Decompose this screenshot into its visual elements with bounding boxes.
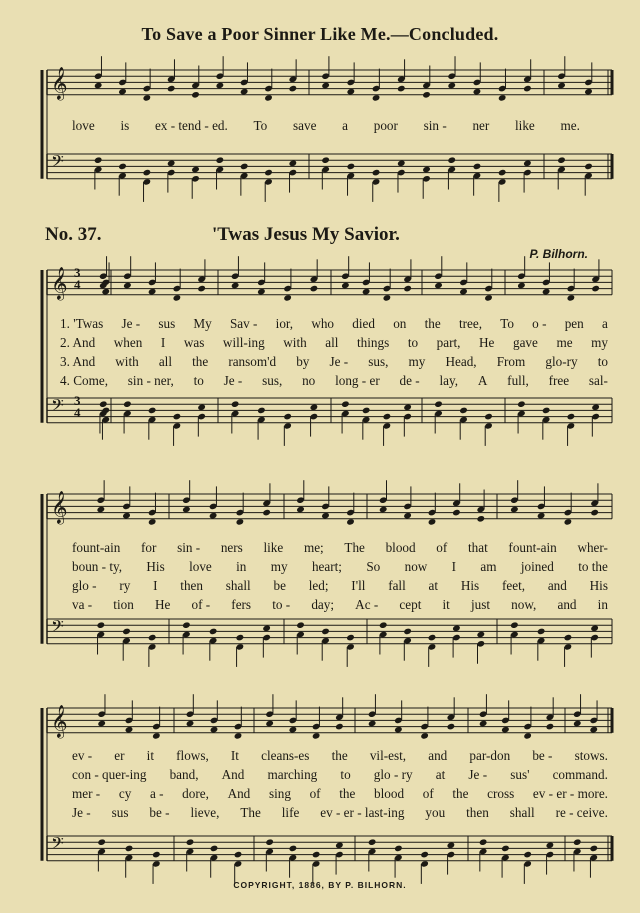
lyric-word: The bbox=[240, 805, 261, 820]
note-head bbox=[394, 845, 403, 853]
lyric-word: The bbox=[344, 540, 365, 555]
lyric-word: Je - bbox=[223, 373, 243, 388]
verse-2-line-1 bbox=[60, 335, 608, 351]
lyric-word: Je - bbox=[72, 805, 91, 820]
lyric-word: like bbox=[515, 118, 535, 133]
lyric-word: sin - ner, bbox=[127, 373, 174, 388]
note-head bbox=[122, 628, 131, 636]
note-head bbox=[99, 400, 108, 408]
note-head bbox=[368, 838, 377, 846]
song-number: No. 37. bbox=[45, 224, 102, 245]
lyric-word: a - bbox=[149, 786, 164, 801]
copyright-notice: COPYRIGHT, 1886, BY P. BILHORN. bbox=[233, 880, 407, 890]
lyric-word: joined bbox=[520, 559, 554, 574]
lyric-word: fall bbox=[388, 578, 406, 593]
lyric-word: my bbox=[270, 559, 288, 574]
lyric-word: From bbox=[496, 354, 526, 369]
note-head bbox=[283, 413, 292, 421]
lyric-word: then bbox=[180, 578, 204, 593]
lyric-word: A bbox=[477, 373, 488, 388]
lyric-word: and bbox=[547, 578, 567, 593]
note-head bbox=[383, 413, 392, 421]
lyric-word: ner bbox=[472, 118, 490, 133]
note-head bbox=[94, 156, 103, 164]
note-head bbox=[257, 407, 266, 415]
lyric-word: now, bbox=[511, 597, 537, 612]
lyric-word: Head, bbox=[445, 354, 477, 369]
note-head bbox=[476, 515, 485, 523]
verse-1-line-2 bbox=[72, 540, 608, 556]
lyric-word: Je - bbox=[121, 316, 141, 331]
lyric-word: pen bbox=[564, 316, 584, 331]
lyric-word: He bbox=[154, 597, 171, 612]
lyric-word: fers bbox=[231, 597, 252, 612]
note-head bbox=[546, 723, 555, 731]
lyric-word: the bbox=[192, 354, 209, 369]
lyric-word: the bbox=[424, 316, 441, 331]
lyric-word: ior, bbox=[275, 316, 294, 331]
verse-1-line-1 bbox=[60, 316, 608, 332]
lyric-word: command. bbox=[552, 767, 608, 782]
verse-4-line-3 bbox=[72, 805, 608, 821]
lyric-word: I bbox=[153, 578, 158, 593]
lyric-word: led; bbox=[308, 578, 329, 593]
lyric-word: lieve, bbox=[190, 805, 220, 820]
note-head bbox=[191, 91, 200, 99]
note-head bbox=[296, 621, 305, 629]
lyric-word: cleans-es bbox=[261, 748, 310, 763]
lyric-word: to bbox=[193, 373, 204, 388]
lyric-word: of bbox=[436, 540, 448, 555]
lyric-word: it bbox=[442, 597, 450, 612]
note-head bbox=[573, 838, 582, 846]
lyric-word: gave bbox=[512, 335, 538, 350]
lyric-word: then bbox=[466, 805, 489, 820]
note-head bbox=[447, 723, 456, 731]
lyric-word: And bbox=[221, 767, 245, 782]
lyric-word: sin - bbox=[177, 540, 201, 555]
lyric-word: wher- bbox=[577, 540, 608, 555]
lyric-word: fount-ain bbox=[508, 540, 557, 555]
note-head bbox=[152, 851, 161, 859]
note-head bbox=[123, 400, 132, 408]
verse-3-line-1 bbox=[60, 354, 608, 370]
verse-3-line-3 bbox=[72, 786, 608, 802]
verse-4-line-1 bbox=[60, 373, 608, 389]
verse-2-line-3 bbox=[72, 767, 608, 783]
lyric-word: mer - bbox=[72, 786, 101, 801]
bass-clef-icon: 𝄢 bbox=[51, 152, 64, 176]
lyric-word: is bbox=[120, 118, 130, 133]
lyric-word: the bbox=[452, 786, 469, 801]
lyric-word: with bbox=[115, 354, 139, 369]
note-head bbox=[397, 85, 406, 93]
lyric-word: stows. bbox=[574, 748, 608, 763]
page-header-title: To Save a Poor Sinner Like Me. bbox=[141, 24, 391, 44]
note-head bbox=[167, 85, 176, 93]
note-head bbox=[542, 407, 551, 415]
note-head bbox=[567, 413, 576, 421]
lyric-word: ev - bbox=[72, 748, 93, 763]
lyric-word: blood bbox=[385, 540, 416, 555]
time-signature: 3 bbox=[74, 265, 81, 280]
verse-1-line-3 bbox=[72, 748, 608, 764]
lyric-word: sin - bbox=[423, 118, 447, 133]
lyric-word: to bbox=[407, 335, 419, 350]
lyric-word: 4. Come, bbox=[60, 373, 108, 388]
lyric-word: o - bbox=[532, 316, 547, 331]
lyric-word: tion bbox=[113, 597, 134, 612]
lyric-word: His bbox=[146, 559, 165, 574]
lyric-word: ry bbox=[119, 578, 131, 593]
lyric-word: now bbox=[404, 559, 428, 574]
note-head bbox=[265, 838, 274, 846]
time-signature: 3 bbox=[74, 393, 81, 408]
note-head bbox=[428, 634, 437, 642]
lyric-word: marching bbox=[267, 767, 318, 782]
lyric-word: all bbox=[158, 354, 172, 369]
lyric-word: it bbox=[146, 748, 154, 763]
lyric-word: It bbox=[230, 748, 239, 763]
note-head bbox=[173, 413, 182, 421]
note-head bbox=[341, 400, 350, 408]
note-head bbox=[452, 509, 461, 517]
lyric-word: I bbox=[451, 559, 457, 574]
lyric-word: to bbox=[597, 354, 608, 369]
note-head bbox=[420, 851, 429, 859]
lyric-word: flows, bbox=[176, 748, 209, 763]
lyric-word: sus, bbox=[262, 373, 283, 388]
note-head bbox=[372, 169, 381, 177]
lyric-word: me; bbox=[303, 540, 324, 555]
lyric-word: am bbox=[480, 559, 497, 574]
lyric-word: Je - bbox=[468, 767, 488, 782]
lyric-word: to bbox=[340, 767, 351, 782]
lyric-word: be bbox=[273, 578, 286, 593]
lyric-word: I'll bbox=[351, 578, 366, 593]
lyric-word: va - bbox=[72, 597, 93, 612]
lyric-word: all bbox=[325, 335, 339, 350]
note-head bbox=[289, 845, 298, 853]
note-head bbox=[379, 621, 388, 629]
lyric-word: day; bbox=[311, 597, 335, 612]
verse-3-line-2 bbox=[72, 578, 608, 594]
lyric-word: who bbox=[311, 316, 335, 331]
lyric-word: ex - tend - ed. bbox=[154, 118, 228, 133]
lyric-word: things bbox=[357, 335, 390, 350]
note-head bbox=[591, 285, 600, 293]
lyric-word: tree, bbox=[458, 316, 482, 331]
note-head bbox=[97, 621, 106, 629]
treble-clef-icon: 𝄞 bbox=[51, 490, 68, 524]
lyric-word: sus bbox=[158, 316, 176, 331]
lyric-word: My bbox=[193, 316, 212, 331]
lyric-word: me bbox=[556, 335, 573, 350]
lyric-word: shall bbox=[509, 805, 535, 820]
lyric-word: my bbox=[408, 354, 426, 369]
lyric-word: and bbox=[428, 748, 448, 763]
lyric-word: part, bbox=[436, 335, 461, 350]
song-title: 'Twas Jesus My Savior. bbox=[212, 224, 400, 245]
note-head bbox=[210, 845, 219, 853]
lyric-word: save bbox=[293, 118, 317, 133]
note-head bbox=[523, 851, 532, 859]
lyric-word: free bbox=[548, 373, 570, 388]
lyric-word: par-don bbox=[469, 748, 511, 763]
lyric-word: just bbox=[470, 597, 491, 612]
lyric-word: vil-est, bbox=[369, 748, 407, 763]
note-head bbox=[403, 628, 412, 636]
bass-clef-icon: 𝄢 bbox=[51, 396, 64, 420]
note-head bbox=[143, 169, 152, 177]
lyric-word: 2. And bbox=[60, 335, 96, 350]
page-header-suffix: —Concluded. bbox=[390, 24, 499, 44]
lyric-word: glo - bbox=[72, 578, 97, 593]
lyric-word: band, bbox=[169, 767, 199, 782]
lyric-word: will-ing bbox=[222, 335, 265, 350]
lyric-word: To bbox=[500, 316, 514, 331]
treble-clef-icon: 𝄞 bbox=[51, 66, 68, 100]
lyric-word: sus' bbox=[510, 767, 530, 782]
lyric-word: sus, bbox=[368, 354, 389, 369]
note-head bbox=[498, 169, 507, 177]
note-head bbox=[523, 85, 532, 93]
note-head bbox=[346, 634, 355, 642]
lyric-word: dore, bbox=[182, 786, 209, 801]
treble-clef-icon: 𝄞 bbox=[51, 704, 68, 738]
lyric-word: To bbox=[253, 118, 268, 133]
note-head bbox=[321, 628, 330, 636]
lyric-word: be - bbox=[149, 805, 170, 820]
lyric-word: at bbox=[435, 767, 446, 782]
note-head bbox=[434, 400, 443, 408]
note-head bbox=[590, 509, 599, 517]
lyric-word: blood bbox=[374, 786, 405, 801]
note-head bbox=[564, 634, 573, 642]
lyric-word: no bbox=[302, 373, 316, 388]
lyric-word: glo-ry bbox=[545, 354, 578, 369]
lyric-word: 3. And bbox=[60, 354, 96, 369]
lyric-word: sing bbox=[268, 786, 291, 801]
note-head bbox=[182, 621, 191, 629]
lyric-word: fount-ain bbox=[72, 540, 121, 555]
lyric-word: the bbox=[331, 748, 348, 763]
lyric-word: Je - bbox=[329, 354, 349, 369]
lyric-word: by bbox=[296, 354, 310, 369]
note-head bbox=[403, 285, 412, 293]
note-head bbox=[148, 634, 157, 642]
lyric-word: that bbox=[467, 540, 488, 555]
note-head bbox=[447, 156, 456, 164]
note-head bbox=[186, 838, 195, 846]
lyric-word: His bbox=[460, 578, 480, 593]
lyric-word: full, bbox=[507, 373, 529, 388]
lyric-word: ners bbox=[220, 540, 243, 555]
lyric-word: the bbox=[339, 786, 356, 801]
lyric-word: long - er bbox=[335, 373, 380, 388]
lyric-word: ransom'd bbox=[228, 354, 277, 369]
lyric-word: life bbox=[281, 805, 300, 820]
lyric-word: be - bbox=[532, 748, 553, 763]
note-head bbox=[216, 156, 225, 164]
lyric-word: a bbox=[342, 118, 349, 133]
lyric-word: of bbox=[422, 786, 434, 801]
lyric-word: my bbox=[591, 335, 608, 350]
note-head bbox=[231, 400, 240, 408]
lyric-word: sus bbox=[111, 805, 129, 820]
lyric-word: and bbox=[557, 597, 577, 612]
lyric-word: to the bbox=[578, 559, 608, 574]
note-head bbox=[148, 407, 157, 415]
note-head bbox=[537, 628, 546, 636]
time-signature: 4 bbox=[74, 405, 81, 420]
note-head bbox=[312, 851, 321, 859]
note-head bbox=[510, 621, 519, 629]
lyric-word: a bbox=[601, 316, 608, 331]
note-head bbox=[517, 400, 526, 408]
note-head bbox=[584, 163, 593, 171]
lyric-word: Ac - bbox=[355, 597, 379, 612]
lyric-word: to - bbox=[272, 597, 291, 612]
note-head bbox=[125, 845, 134, 853]
note-head bbox=[118, 163, 127, 171]
note-head bbox=[264, 169, 273, 177]
lyric-word: ev - er - more. bbox=[532, 786, 608, 801]
note-head bbox=[97, 838, 106, 846]
lyric-word: you bbox=[425, 805, 446, 820]
note-head bbox=[310, 285, 319, 293]
lyric-word: cy bbox=[118, 786, 132, 801]
note-head bbox=[209, 628, 218, 636]
lyric-word: in bbox=[236, 559, 247, 574]
verse-2-line-2 bbox=[72, 559, 608, 575]
note-head bbox=[557, 156, 566, 164]
note-head bbox=[236, 634, 245, 642]
lyric-word: ev - er - last-ing bbox=[320, 805, 405, 820]
lyric-word: with bbox=[283, 335, 307, 350]
note-head bbox=[234, 851, 243, 859]
lyric-word: cross bbox=[487, 786, 515, 801]
note-head bbox=[240, 163, 249, 171]
lyric-word: cept bbox=[399, 597, 422, 612]
lyric-word: I bbox=[160, 335, 166, 350]
lyric-word: er bbox=[114, 748, 125, 763]
note-head bbox=[197, 285, 206, 293]
lyric-word: love bbox=[72, 118, 95, 133]
lyric-line-concluded bbox=[72, 118, 580, 134]
lyric-word: in bbox=[597, 597, 608, 612]
note-head bbox=[289, 85, 298, 93]
note-head bbox=[262, 509, 271, 517]
lyric-word: on bbox=[393, 316, 407, 331]
lyric-word: feet, bbox=[501, 578, 526, 593]
verse-4-line-2 bbox=[72, 597, 608, 613]
lyric-word: So bbox=[366, 559, 381, 574]
lyric-word: shall bbox=[225, 578, 251, 593]
lyric-word: me. bbox=[560, 118, 580, 133]
note-head bbox=[473, 163, 482, 171]
lyric-word: at bbox=[428, 578, 439, 593]
lyric-word: like bbox=[263, 540, 284, 555]
lyric-word: of - bbox=[191, 597, 211, 612]
lyric-word: con - quer-ing bbox=[72, 767, 147, 782]
lyric-word: love bbox=[189, 559, 212, 574]
note-head bbox=[362, 407, 371, 415]
lyric-word: He bbox=[479, 335, 495, 350]
lyric-word: Sav - bbox=[229, 316, 258, 331]
lyric-word: re - ceive. bbox=[555, 805, 608, 820]
note-head bbox=[335, 723, 344, 731]
lyric-word: of bbox=[309, 786, 321, 801]
lyric-word: de - bbox=[399, 373, 420, 388]
lyric-word: poor bbox=[373, 118, 398, 133]
bass-clef-icon: 𝄢 bbox=[51, 617, 64, 641]
note-head bbox=[484, 413, 493, 421]
lyric-word: was bbox=[183, 335, 205, 350]
lyric-word: for bbox=[141, 540, 157, 555]
lyric-word: died bbox=[352, 316, 375, 331]
lyric-word: heart; bbox=[311, 559, 342, 574]
lyric-word: sal- bbox=[588, 373, 608, 388]
note-head bbox=[589, 845, 598, 853]
lyric-word: His bbox=[589, 578, 608, 593]
time-signature: 4 bbox=[74, 277, 81, 292]
note-head bbox=[347, 163, 356, 171]
bass-clef-icon: 𝄢 bbox=[51, 834, 64, 858]
note-head bbox=[321, 156, 330, 164]
lyric-word: when bbox=[113, 335, 143, 350]
lyric-word: And bbox=[227, 786, 251, 801]
note-head bbox=[459, 407, 468, 415]
note-head bbox=[501, 845, 510, 853]
lyric-word: boun - ty, bbox=[72, 559, 123, 574]
lyric-word: 1. 'Twas bbox=[60, 316, 104, 331]
note-head bbox=[479, 838, 488, 846]
treble-clef-icon: 𝄞 bbox=[51, 266, 68, 300]
lyric-word: glo - ry bbox=[373, 767, 413, 782]
note-head bbox=[422, 91, 431, 99]
composer-credit: P. Bilhorn. bbox=[529, 247, 588, 261]
lyric-word: lay, bbox=[439, 373, 459, 388]
